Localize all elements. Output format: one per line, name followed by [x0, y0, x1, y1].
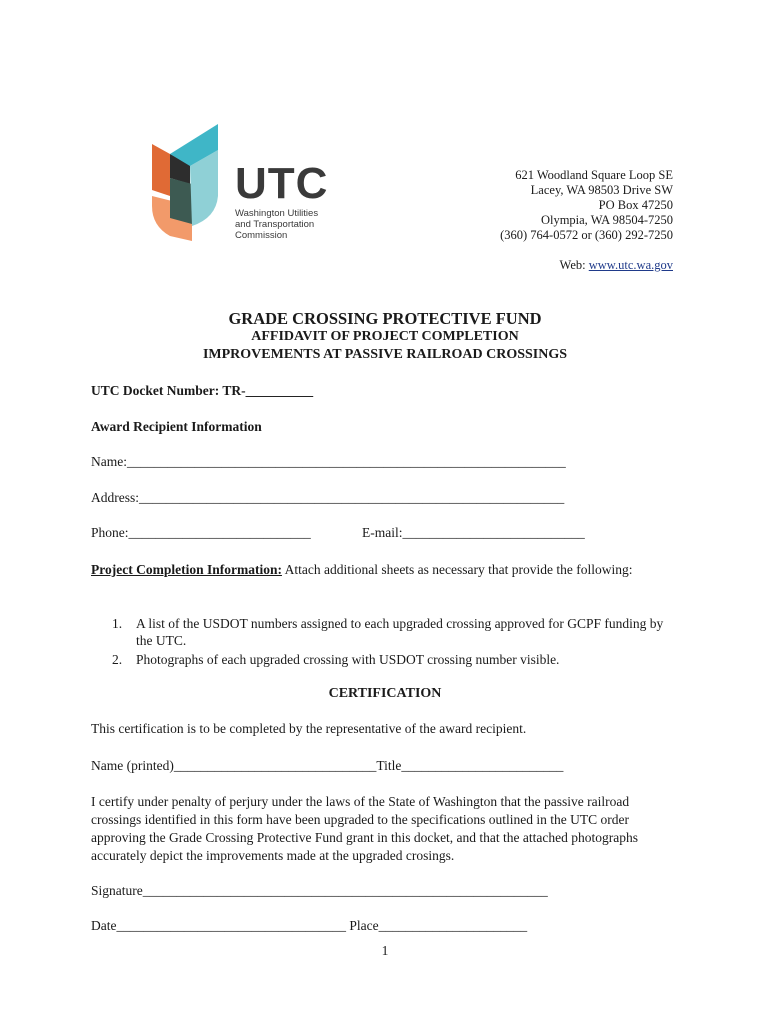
project-completion-heading: Project Completion Information:	[91, 562, 282, 577]
project-list-item	[112, 615, 672, 649]
org-line-2: and Transportation	[235, 219, 315, 230]
project-list-item	[112, 651, 672, 668]
web-label: Web:	[559, 258, 589, 272]
utc-logo-mark-icon	[112, 96, 232, 271]
certification-heading: CERTIFICATION	[328, 686, 442, 701]
certification-statement: I certify under penalty of perjury under the laws of the State of Washington that the passive railroad crossings identified in this form have been upgraded to the specifications outlined in the UTC order approving the Grade Crossing Protective Fund grant in this docket, and that the attached photographs accurately depict the improvements made at the upgraded crosings.	[91, 794, 639, 863]
address-line-3: PO Box 47250	[598, 198, 673, 212]
list-number: 1.	[112, 616, 123, 631]
certification-note: This certification is to be completed by the representative of the award recipient.	[91, 721, 527, 736]
form-subtitle-2: IMPROVEMENTS AT PASSIVE RAILROAD CROSSINGS	[202, 347, 568, 362]
recipient-phone-field[interactable]: Phone:___________________________	[91, 525, 311, 540]
form-title: GRADE CROSSING PROTECTIVE FUND	[228, 309, 542, 328]
recipient-email-field[interactable]: E-mail:___________________________	[362, 525, 585, 540]
list-text: Photographs of each upgraded crossing with USDOT crossing number visible.	[136, 652, 560, 667]
docket-number-field[interactable]: UTC Docket Number: TR-__________	[91, 383, 314, 398]
page-number: 1	[381, 943, 389, 958]
recipient-name-field[interactable]: Name:_________________________________________________________________	[91, 454, 566, 469]
utc-logo	[112, 96, 372, 271]
web-link[interactable]: www.utc.wa.gov	[588, 258, 673, 272]
utc-wordmark: UTC	[235, 159, 329, 208]
date-place-field[interactable]: Date__________________________________ Place______________________	[91, 918, 528, 933]
address-line-1: 621 Woodland Square Loop SE	[515, 168, 673, 182]
org-line-3: Commission	[235, 230, 288, 241]
web-line	[560, 258, 673, 273]
signature-field[interactable]: Signature____________________________________________________________	[91, 883, 548, 898]
project-completion-intro: Attach additional sheets as necessary that provide the following:	[281, 562, 633, 577]
address-line-2: Lacey, WA 98503 Drive SW	[530, 183, 673, 197]
list-number: 2.	[112, 652, 123, 667]
form-subtitle-1: AFFIDAVIT OF PROJECT COMPLETION	[251, 329, 519, 344]
name-title-field[interactable]: Name (printed)______________________________Title________________________	[91, 758, 564, 773]
address-phone: (360) 764-0572 or (360) 292-7250	[500, 228, 673, 242]
project-completion-paragraph	[91, 561, 681, 579]
list-text: A list of the USDOT numbers assigned to each upgraded crossing approved for GCPF funding by the UTC.	[136, 616, 664, 648]
utc-org-name	[235, 208, 318, 241]
address-line-4: Olympia, WA 98504-7250	[540, 213, 673, 227]
org-line-1: Washington Utilities	[235, 208, 319, 219]
recipient-address-field[interactable]: Address:_______________________________________________________________	[91, 490, 565, 505]
address-block	[500, 168, 673, 243]
recipient-heading: Award Recipient Information	[91, 419, 262, 434]
